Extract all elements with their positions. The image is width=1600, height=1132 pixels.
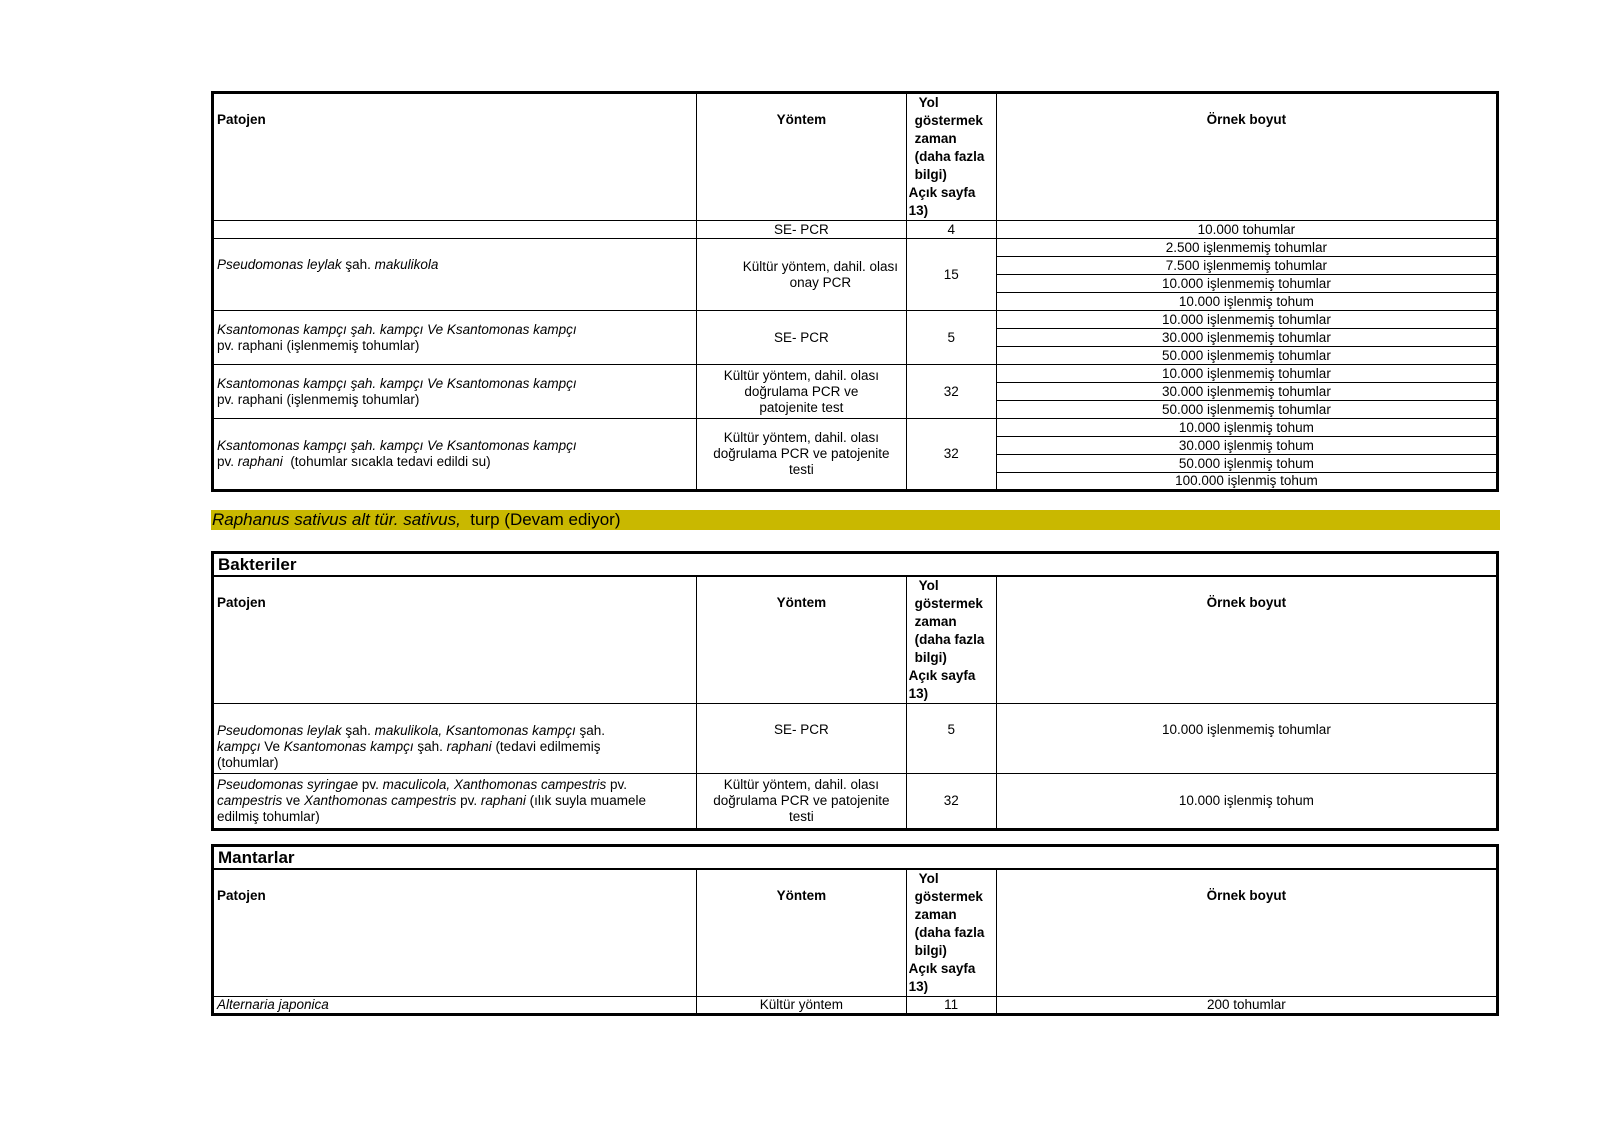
header-sample: Örnek boyut [996,576,1497,704]
sample-cell: 30.000 işlenmemiş tohumlar [996,329,1497,347]
species-banner: Raphanus sativus alt tür. sativus, turp (Devam ediyor) [211,510,1500,530]
sample-cell: 10.000 işlenmiş tohum [996,419,1497,437]
pathogen-cell: Pseudomonas leylak şah. makulikola, Ksantomonas kampçı şah. kampçı Ve Ksantomonas kampçı şah. raphani (tedavi edilmemiş (tohumlar) [213,704,697,774]
method-cell: SE- PCR [697,221,906,239]
header-method: Yöntem [697,93,906,221]
section-title: Bakteriler [213,553,1498,577]
time-cell: 32 [906,419,996,491]
time-cell: 32 [906,365,996,419]
header-time: Yol göstermek zaman (daha fazla bilgi) Açık sayfa 13) [906,576,996,704]
pathogen-cell: Ksantomonas kampçı şah. kampçı Ve Ksantomonas kampçı pv. raphani (tohumlar sıcakla tedavi edildi su) [213,419,697,491]
sample-cell: 10.000 tohumlar [996,221,1497,239]
sample-cell: 100.000 işlenmiş tohum [996,473,1497,491]
table-row [213,221,1498,239]
time-cell: 5 [906,311,996,365]
time-cell: 15 [906,239,996,311]
time-cell: 5 [906,704,996,774]
header-time: Yol göstermek zaman (daha fazla bilgi) Açık sayfa 13) [906,93,996,221]
sample-cell: 10.000 işlenmemiş tohumlar [996,311,1497,329]
table-row [213,704,1498,774]
header-pathogen: Patojen [213,93,697,221]
pathogen-cell: Ksantomonas kampçı şah. kampçı Ve Ksantomonas kampçı pv. raphani (işlenmemiş tohumlar) [213,365,697,419]
sample-cell: 200 tohumlar [996,997,1497,1015]
sample-cell: 10.000 işlenmemiş tohumlar [996,704,1497,774]
sample-cell: 10.000 işlenmiş tohum [996,293,1497,311]
time-cell: 4 [906,221,996,239]
sample-cell: 2.500 işlenmemiş tohumlar [996,239,1497,257]
header-method: Yöntem [697,869,906,997]
table-row [213,419,1498,437]
pathogen-cell: Pseudomonas leylak şah. makulikola [213,239,697,311]
bakteriler-table [211,551,1499,831]
table-row [213,774,1498,830]
sample-cell: 10.000 işlenmiş tohum [996,774,1497,830]
sample-cell: 50.000 işlenmemiş tohumlar [996,401,1497,419]
method-cell: SE- PCR [697,311,906,365]
time-cell: 32 [906,774,996,830]
header-pathogen: Patojen [213,869,697,997]
header-method: Yöntem [697,576,906,704]
header-sample: Örnek boyut [996,869,1497,997]
table-row [213,365,1498,383]
sample-cell: 10.000 işlenmemiş tohumlar [996,365,1497,383]
method-cell: Kültür yöntem [697,997,906,1015]
section-title: Mantarlar [213,846,1498,870]
table-row [213,239,1498,257]
pathogen-cell: Pseudomonas syringae pv. maculicola, Xanthomonas campestris pv. campestris ve Xanthomonas campestris pv. raphani (ılık suyla muamele edilmiş tohumlar) [213,774,697,830]
pathogen-table-continued [211,91,1499,492]
pathogen-cell: Ksantomonas kampçı şah. kampçı Ve Ksantomonas kampçı pv. raphani (işlenmemiş tohumlar) [213,311,697,365]
pathogen-cell: Alternaria japonica [213,997,697,1015]
sample-cell: 50.000 işlenmiş tohum [996,455,1497,473]
method-cell: SE- PCR [697,704,906,774]
sample-cell: 30.000 işlenmiş tohum [996,437,1497,455]
method-cell: Kültür yöntem, dahil. olası doğrulama PCR ve patojenite testi [697,774,906,830]
method-cell: Kültür yöntem, dahil. olası doğrulama PCR ve patojenite test [697,365,906,419]
sample-cell: 50.000 işlenmemiş tohumlar [996,347,1497,365]
method-cell: Kültür yöntem, dahil. olası doğrulama PCR ve patojenite testi [697,419,906,491]
time-cell: 11 [906,997,996,1015]
method-cell: Kültür yöntem, dahil. olası onay PCR [697,239,906,311]
header-pathogen: Patojen [213,576,697,704]
table-row [213,311,1498,329]
sample-cell: 30.000 işlenmemiş tohumlar [996,383,1497,401]
mantarlar-table [211,844,1499,1016]
table-row [213,997,1498,1015]
sample-cell: 10.000 işlenmemiş tohumlar [996,275,1497,293]
sample-cell: 7.500 işlenmemiş tohumlar [996,257,1497,275]
header-time: Yol göstermek zaman (daha fazla bilgi) Açık sayfa 13) [906,869,996,997]
pathogen-cell [213,221,697,239]
header-sample: Örnek boyut [996,93,1497,221]
